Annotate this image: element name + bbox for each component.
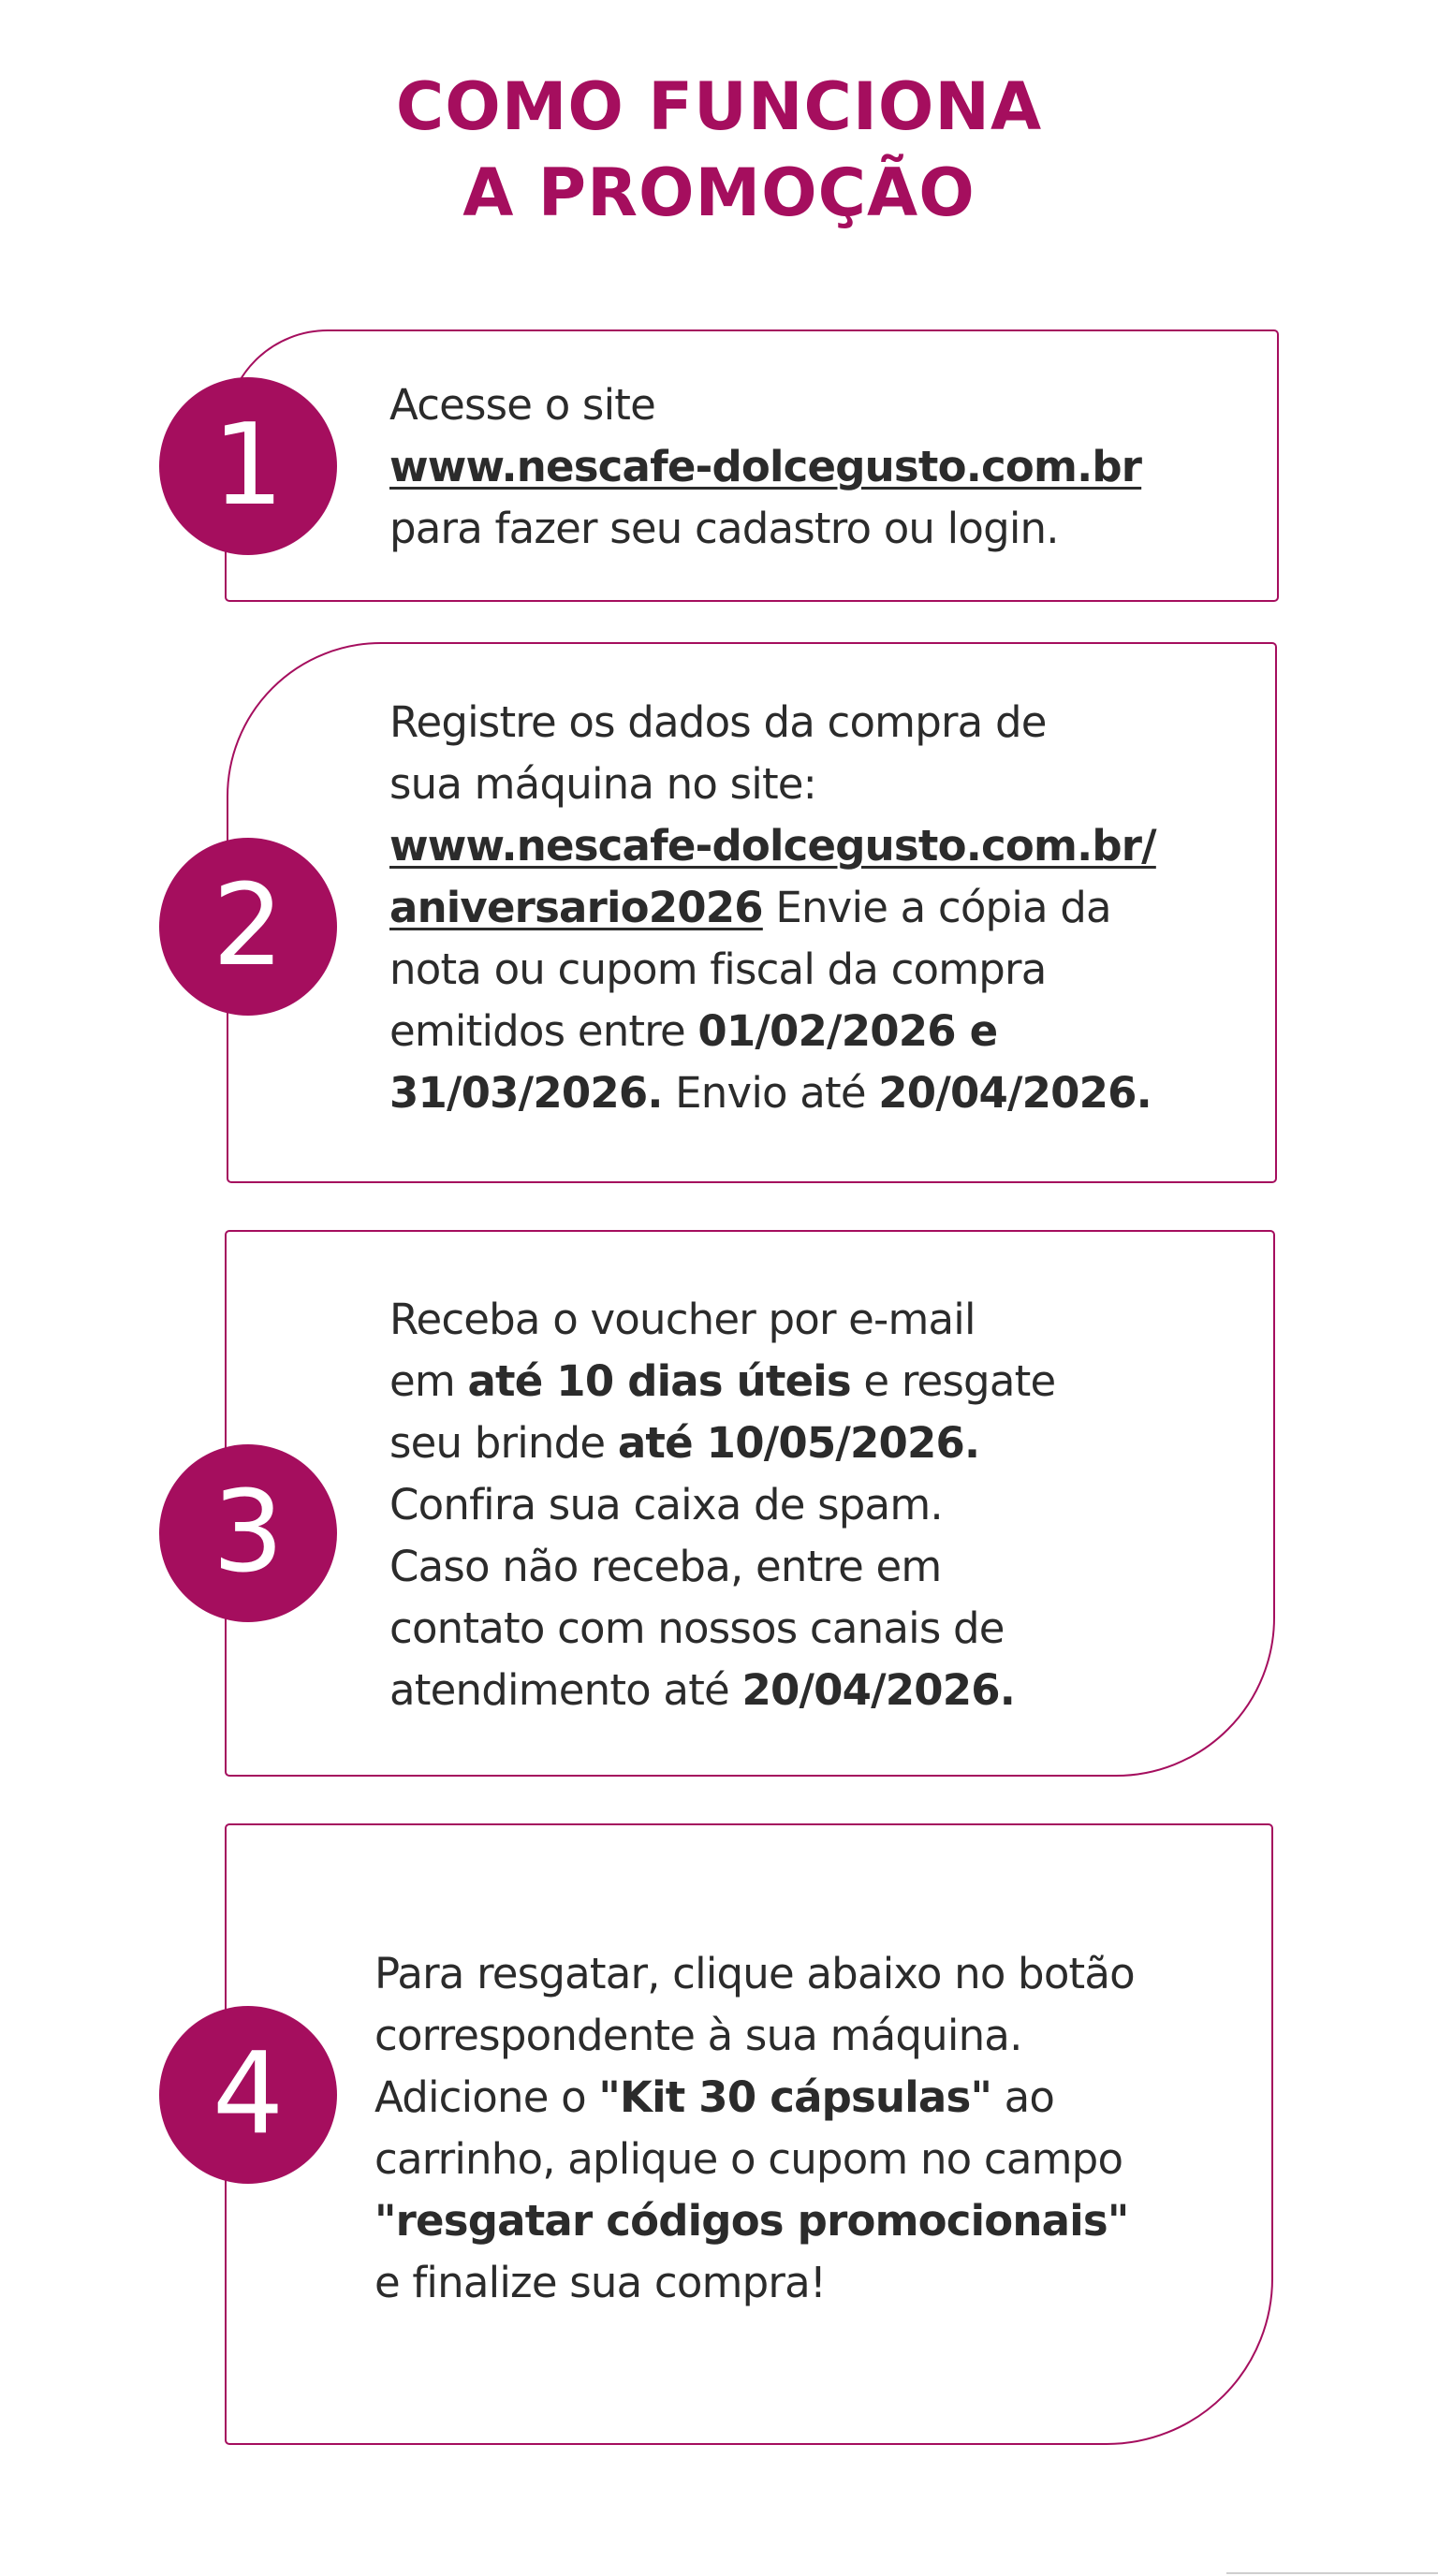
kit-name: "Kit 30 cápsulas"	[598, 2072, 992, 2122]
support-deadline: 20/04/2026.	[741, 1665, 1016, 1715]
step-text-4	[374, 1943, 1135, 2314]
submission-deadline: 20/04/2026.	[878, 1068, 1152, 1118]
step-2-line-6-prefix: emitidos entre	[389, 1006, 698, 1056]
step-3-line-3-prefix: seu brinde	[389, 1418, 618, 1468]
step-text-1	[389, 374, 1141, 560]
anniversary-link-part-1[interactable]: www.nescafe-dolcegusto.com.br/	[389, 821, 1156, 871]
step-3-line-2-prefix: em	[389, 1356, 468, 1406]
step-number-badge-2: 2	[159, 838, 337, 1016]
step-2-line-2: sua máquina no site:	[389, 759, 817, 809]
step-3-line-5: Caso não receba, entre em	[389, 1542, 942, 1591]
step-number-badge-3: 3	[159, 1444, 337, 1622]
purchase-end-date: 31/03/2026.	[389, 1068, 663, 1118]
step-number-badge-1: 1	[159, 377, 337, 555]
step-text-3	[389, 1289, 1055, 1721]
redeem-deadline: até 10/05/2026.	[617, 1418, 980, 1468]
anniversary-link-part-2[interactable]: aniversario2026	[389, 883, 763, 932]
bottom-divider	[1226, 2572, 1438, 2574]
step-1-line-3: para fazer seu cadastro ou login.	[389, 504, 1059, 553]
page-title-line-2: A PROMOÇÃO	[462, 154, 976, 231]
step-3-line-6: contato com nossos canais de	[389, 1603, 1005, 1653]
step-3-line-2-suffix: e resgate	[850, 1356, 1056, 1406]
step-4-line-4: carrinho, aplique o cupom no campo	[374, 2134, 1123, 2184]
voucher-delivery-time: até 10 dias úteis	[467, 1356, 851, 1406]
promo-field-name: "resgatar códigos promocionais"	[374, 2196, 1129, 2246]
site-link[interactable]: www.nescafe-dolcegusto.com.br	[389, 442, 1142, 491]
purchase-start-date: 01/02/2026 e	[697, 1006, 998, 1056]
step-2-line-7-mid: Envio até	[662, 1068, 879, 1118]
step-4-line-1: Para resgatar, clique abaixo no botão	[374, 1949, 1135, 1998]
step-4-line-3-prefix: Adicione o	[374, 2072, 599, 2122]
step-3-line-7-prefix: atendimento até	[389, 1665, 742, 1715]
step-4-line-6: e finalize sua compra!	[374, 2258, 827, 2307]
step-1-line-1: Acesse o site	[389, 380, 656, 430]
step-4-line-3-suffix: ao	[991, 2072, 1055, 2122]
step-text-2	[389, 692, 1156, 1124]
page-title-line-1: COMO FUNCIONA	[395, 68, 1043, 145]
step-2-line-5: nota ou cupom fiscal da compra	[389, 944, 1047, 994]
step-3-line-1: Receba o voucher por e-mail	[389, 1295, 976, 1344]
page-title	[0, 64, 1438, 236]
step-3-line-4: Confira sua caixa de spam.	[389, 1480, 943, 1530]
step-2-line-1: Registre os dados da compra de	[389, 697, 1047, 747]
step-number-badge-4: 4	[159, 2006, 337, 2184]
step-2-line-4-rest: Envie a cópia da	[762, 883, 1111, 932]
step-4-line-2: correspondente à sua máquina.	[374, 2011, 1022, 2060]
